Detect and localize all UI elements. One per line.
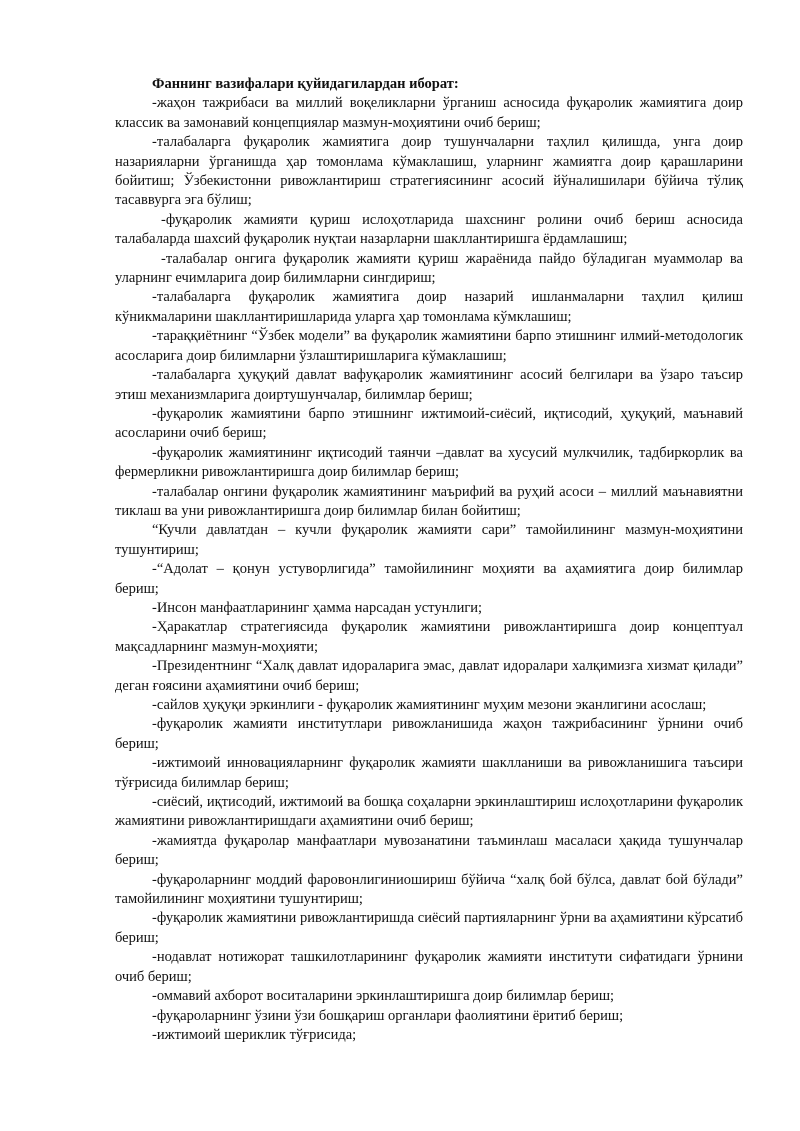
paragraph: -Инсон манфаатларининг ҳамма нарсадан устунлиги; xyxy=(152,599,483,616)
paragraph: -“Адолат – қонун устуворлигида” тамойилининг моҳияти ва аҳамиятига доир билимлар бериш; xyxy=(115,561,743,597)
document-heading: Фаннинг вазифалари қуйидагилардан иборат: xyxy=(152,76,459,92)
paragraph: -фуқаролик жамиятини ривожлантиришда сиёсий партияларнинг ўрни ва аҳамиятини кўрсатиб бериш; xyxy=(115,910,743,946)
paragraph: -фуқаролик жамиятини барпо этишнинг ижтимоий-сиёсий, иқтисодий, ҳуқуқий, маънавий асосларини очиб бериш; xyxy=(115,405,743,442)
paragraph: -фуқаролик жамиятининг иқтисодий таянчи –давлат ва хусусий мулкчилик, тадбиркорлик ва фермерликни ривожлантиришга доир билимлар бериш; xyxy=(115,444,743,481)
paragraph: -талабаларга фуқаролик жамиятига доир назарий ишланмаларни таҳлил қилиш кўникмаларини шакллантиришларида уларга ҳар томонлама кўмклашиш; xyxy=(115,289,743,325)
paragraph: -жамиятда фуқаролар манфаатлари мувозанатини таъминлаш масаласи ҳақида тушунчалар бериш; xyxy=(115,832,743,869)
paragraph: -тараққиётнинг “Ўзбек модели” ва фуқаролик жамиятини барпо этишнинг илмий-методологик асосларига доир билимларни ўзлаштиришларига кўмаклашиш; xyxy=(115,328,743,364)
paragraph: -оммавий ахборот воситаларини эркинлаштиришга доир билимлар бериш; xyxy=(152,988,615,1005)
paragraph: -сайлов ҳуқуқи эркинлиги - фуқаролик жамиятининг муҳим мезони эканлигини асослаш; xyxy=(152,697,707,713)
paragraph: -фуқароларнинг ўзини ўзи бошқариш органлари фаолиятини ёритиб бериш; xyxy=(152,1007,624,1024)
paragraph: -талабаларга ҳуқуқий давлат вафуқаролик жамиятининг асосий белгилари ва ўзаро таъсир этиш механизмларига доиртушунчалар, билимлар бериш; xyxy=(115,367,743,403)
paragraph: -талабалар онгини фуқаролик жамиятининг маърифий ва руҳий асоси – миллий маънавиятни тиклаш ва уни ривожлантиришга доир билимлар билан бойитиш; xyxy=(115,483,743,519)
paragraph: -нодавлат нотижорат ташкилотларининг фуқаролик жамияти институти сифатидаги ўрнини очиб бериш; xyxy=(115,949,743,985)
paragraph: -фуқароларнинг моддий фаровонлигиниошириш бўйича “халқ бой бўлса, давлат бой бўлади” тамойилининг моҳиятини тушунтириш; xyxy=(115,871,743,908)
paragraph: -фуқаролик жамияти қуриш ислоҳотларида шахснинг ролини очиб бериш асносида талабаларда шахсий фуқаролик нуқтаи назарларни шакллантиришга ёрдамлашиш; xyxy=(115,211,743,248)
paragraph: -талабаларга фуқаролик жамиятига доир тушунчаларни таҳлил қилишда, унга доир назарияларни ўрганишда ҳар томонлама кўмаклашиш, уларнинг жамиятга доир қарашларини бойитиш; Ўзбекистонни ривожлантириш стратегиясининг асосий йўналишилари бўйича тўлиқ тасаввурга эга бўлиш; xyxy=(115,134,743,209)
paragraph: -фуқаролик жамияти институтлари ривожланишида жаҳон тажрибасининг ўрнини очиб бериш; xyxy=(115,716,743,752)
paragraph: -талабалар онгига фуқаролик жамияти қуриш жараёнида пайдо бўладиган муаммолар ва уларнинг ечимларига доир билимларни сингдириш; xyxy=(115,250,743,287)
paragraph: -Президентнинг “Халқ давлат идораларига эмас, давлат идоралари халқимизга хизмат қилади” деган ғоясини аҳамиятини очиб бериш; xyxy=(115,658,743,694)
paragraph: -сиёсий, иқтисодий, ижтимоий ва бошқа соҳаларни эркинлаштириш ислоҳотларини фуқаролик жамиятини ривожлантиришдаги аҳамиятини очиб бериш; xyxy=(115,794,743,830)
paragraph: -ижтимоий инновацияларнинг фуқаролик жамияти шаклланиши ва ривожланишига таъсири тўғрисида билимлар бериш; xyxy=(115,755,743,791)
document-page xyxy=(115,75,743,1045)
paragraph: -Ҳаракатлар стратегиясида фуқаролик жамиятини ривожлантиришга доир концептуал мақсадларнинг мазмун-моҳияти; xyxy=(115,619,743,655)
paragraph: -жаҳон тажрибаси ва миллий воқеликларни ўрганиш асносида фуқаролик жамиятига доир классик ва замонавий концепциялар мазмун-моҳиятини очиб бериш; xyxy=(115,95,743,131)
paragraph: “Кучли давлатдан – кучли фуқаролик жамияти сари” тамойилининг мазмун-моҳиятини тушунтириш; xyxy=(115,522,743,558)
paragraph: -ижтимоий шериклик тўғрисида; xyxy=(152,1026,357,1043)
